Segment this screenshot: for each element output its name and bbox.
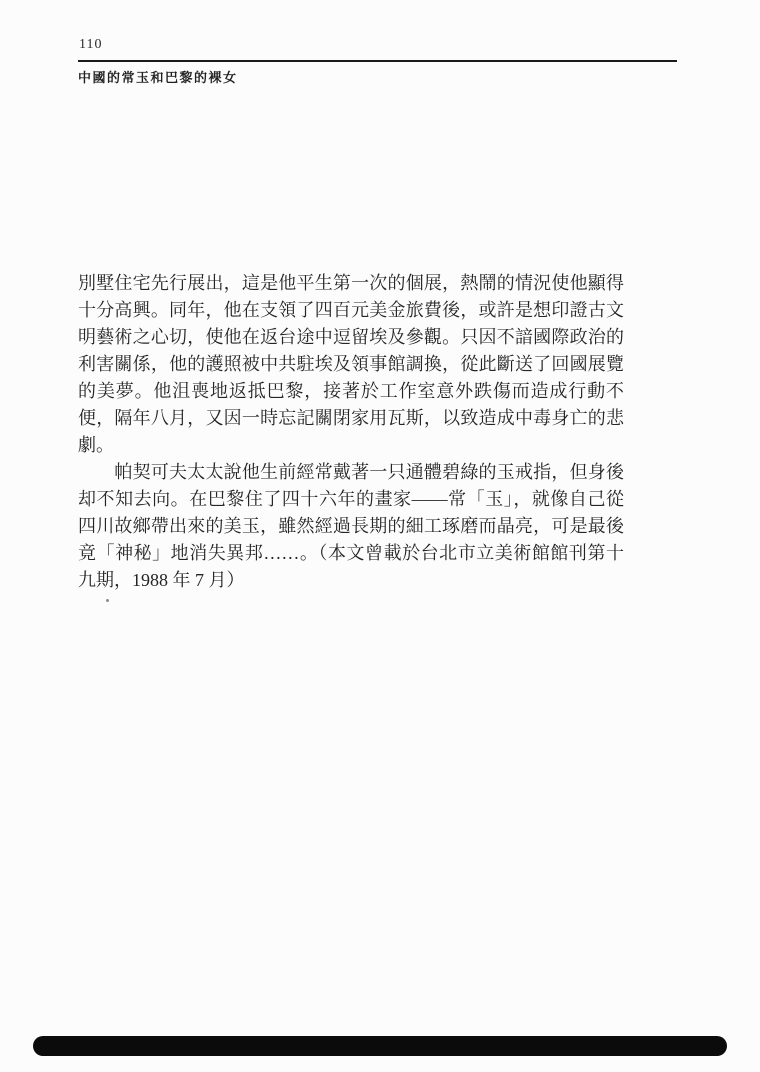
paragraph	[78, 270, 624, 459]
header-rule	[78, 60, 677, 62]
text-line: 九期，1988 年 7 月）	[78, 570, 245, 590]
text-line: 却不知去向。在巴黎住了四十六年的畫家——常「玉」，就像自己從	[78, 489, 624, 509]
text-line: 帕契可夫太太說他生前經常戴著一只通體碧綠的玉戒指，但身後	[78, 462, 624, 482]
text-line: 別墅住宅先行展出，這是他平生第一次的個展，熱鬧的情況使他顯得	[78, 273, 624, 293]
text-line: 明藝術之心切，使他在返台途中逗留埃及參觀。只因不諳國際政治的	[78, 327, 624, 347]
body-text	[78, 270, 624, 594]
text-line: 的美夢。他沮喪地返抵巴黎，接著於工作室意外跌傷而造成行動不	[78, 381, 624, 401]
scan-speck	[106, 599, 109, 602]
scan-artifact-bar	[33, 1036, 727, 1056]
text-line: 竟「神秘」地消失異邦……。（本文曾載於台北市立美術館館刊第十	[78, 543, 624, 563]
running-title: 中國的常玉和巴黎的裸女	[78, 70, 238, 85]
text-line: 十分高興。同年，他在支領了四百元美金旅費後，或許是想印證古文	[78, 300, 624, 320]
page-number: 110	[79, 37, 103, 52]
text-line: 便，隔年八月，又因一時忘記關閉家用瓦斯，以致造成中毒身亡的悲	[78, 408, 624, 428]
text-line: 劇。	[78, 435, 114, 455]
text-line: 利害關係，他的護照被中共駐埃及領事館調換，從此斷送了回國展覽	[78, 354, 624, 374]
text-line: 四川故鄉帶出來的美玉，雖然經過長期的細工琢磨而晶亮，可是最後	[78, 516, 624, 536]
paragraph	[78, 459, 624, 594]
